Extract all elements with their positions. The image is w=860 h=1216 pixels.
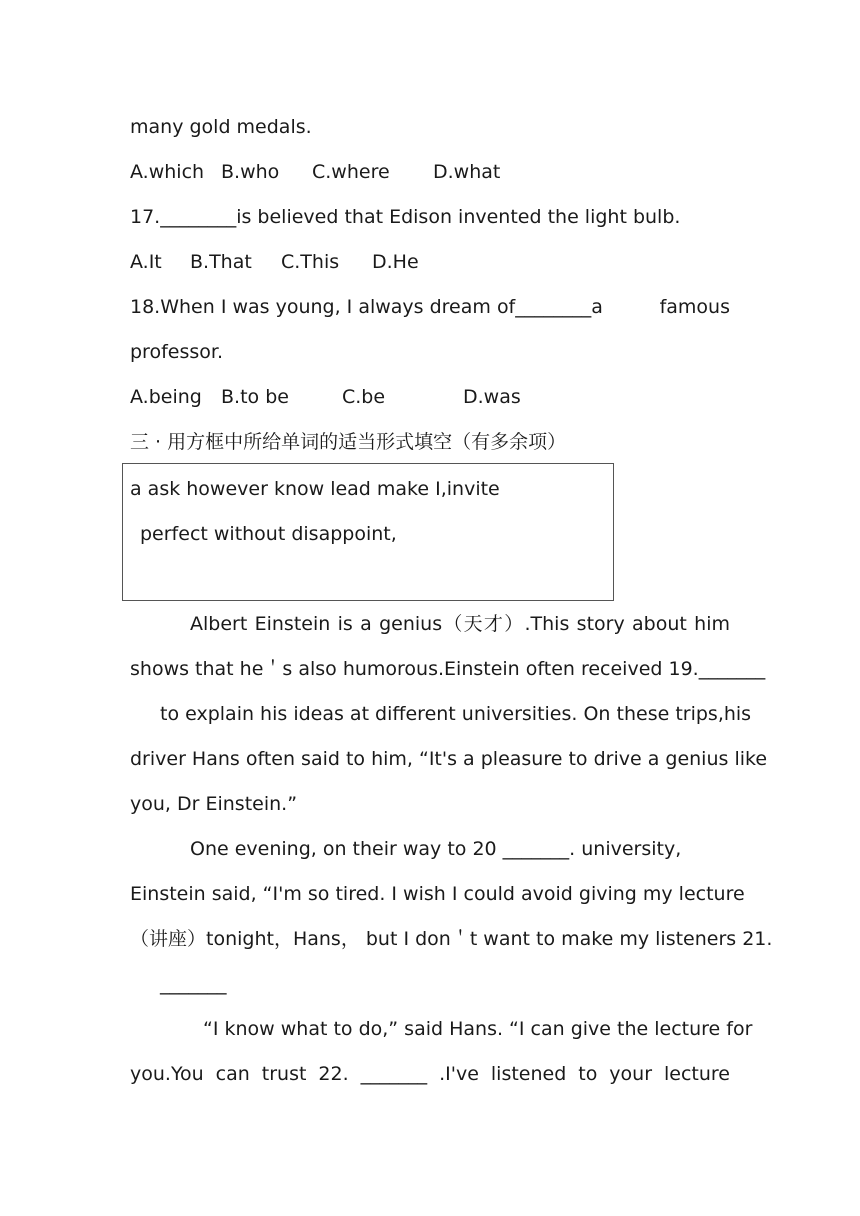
section-3-heading: 三 · 用方框中所给单词的适当形式填空（有多余项） (130, 431, 567, 453)
q18-stem: 18.When I was young, I always dream of________a (130, 296, 603, 318)
q16-continuation: many gold medals. (130, 116, 312, 138)
passage-p3-line-2: you.You can trust 22. _______ .I've listened to your lecture (130, 1063, 730, 1085)
q17-option-a: A.It (130, 251, 162, 273)
passage-p1-line-4: driver Hans often said to him, “It's a pleasure to drive a genius like (130, 748, 768, 770)
passage-p1-line-5: you, Dr Einstein.” (130, 793, 298, 815)
q18-option-c: C.be (342, 386, 386, 408)
passage-p2-line-1: One evening, on their way to 20 _______. university, (190, 838, 682, 860)
passage-p1-line-1: Albert Einstein is a genius（天才）.This story about him (190, 613, 730, 635)
passage-p3-line-1: “I know what to do,” said Hans. “I can give the lecture for (203, 1018, 753, 1040)
passage-p2-line-2: Einstein said, “I'm so tired. I wish I could avoid giving my lecture (130, 883, 745, 905)
q16-options (130, 159, 730, 185)
q16-option-c: C.where (312, 161, 390, 183)
q16-option-b: B.who (221, 161, 280, 183)
q16-option-a: A.which (130, 161, 205, 183)
word-bank-box (122, 463, 614, 601)
q18-option-a: A.being (130, 386, 202, 408)
word-bank-line-2: perfect without disappoint, (140, 523, 397, 545)
passage-p1-line-3: to explain his ideas at different universities. On these trips,his (160, 703, 752, 725)
passage-p2-line-3: （讲座）tonight，Hans， but I don＇t want to make my listeners 21. (130, 928, 773, 950)
q17-stem: 17.________is believed that Edison invented the light bulb. (130, 206, 681, 228)
word-bank-line-1: a ask however know lead make I,invite (130, 478, 500, 500)
q16-option-d: D.what (433, 161, 501, 183)
q17-options (130, 249, 730, 275)
q17-option-b: B.That (190, 251, 252, 273)
passage-p1-line-2: shows that he＇s also humorous.Einstein often received 19._______ (130, 658, 766, 680)
q18-option-d: D.was (463, 386, 521, 408)
passage-p2-line-4: _______ (160, 973, 227, 995)
q17-option-d: D.He (372, 251, 419, 273)
q18-option-b: B.to be (221, 386, 289, 408)
q18-options (130, 384, 730, 410)
q18-line-2: professor. (130, 341, 223, 363)
q18-stem-end: famous (659, 296, 730, 318)
q17-option-c: C.This (281, 251, 340, 273)
q18-line-1 (130, 294, 730, 320)
